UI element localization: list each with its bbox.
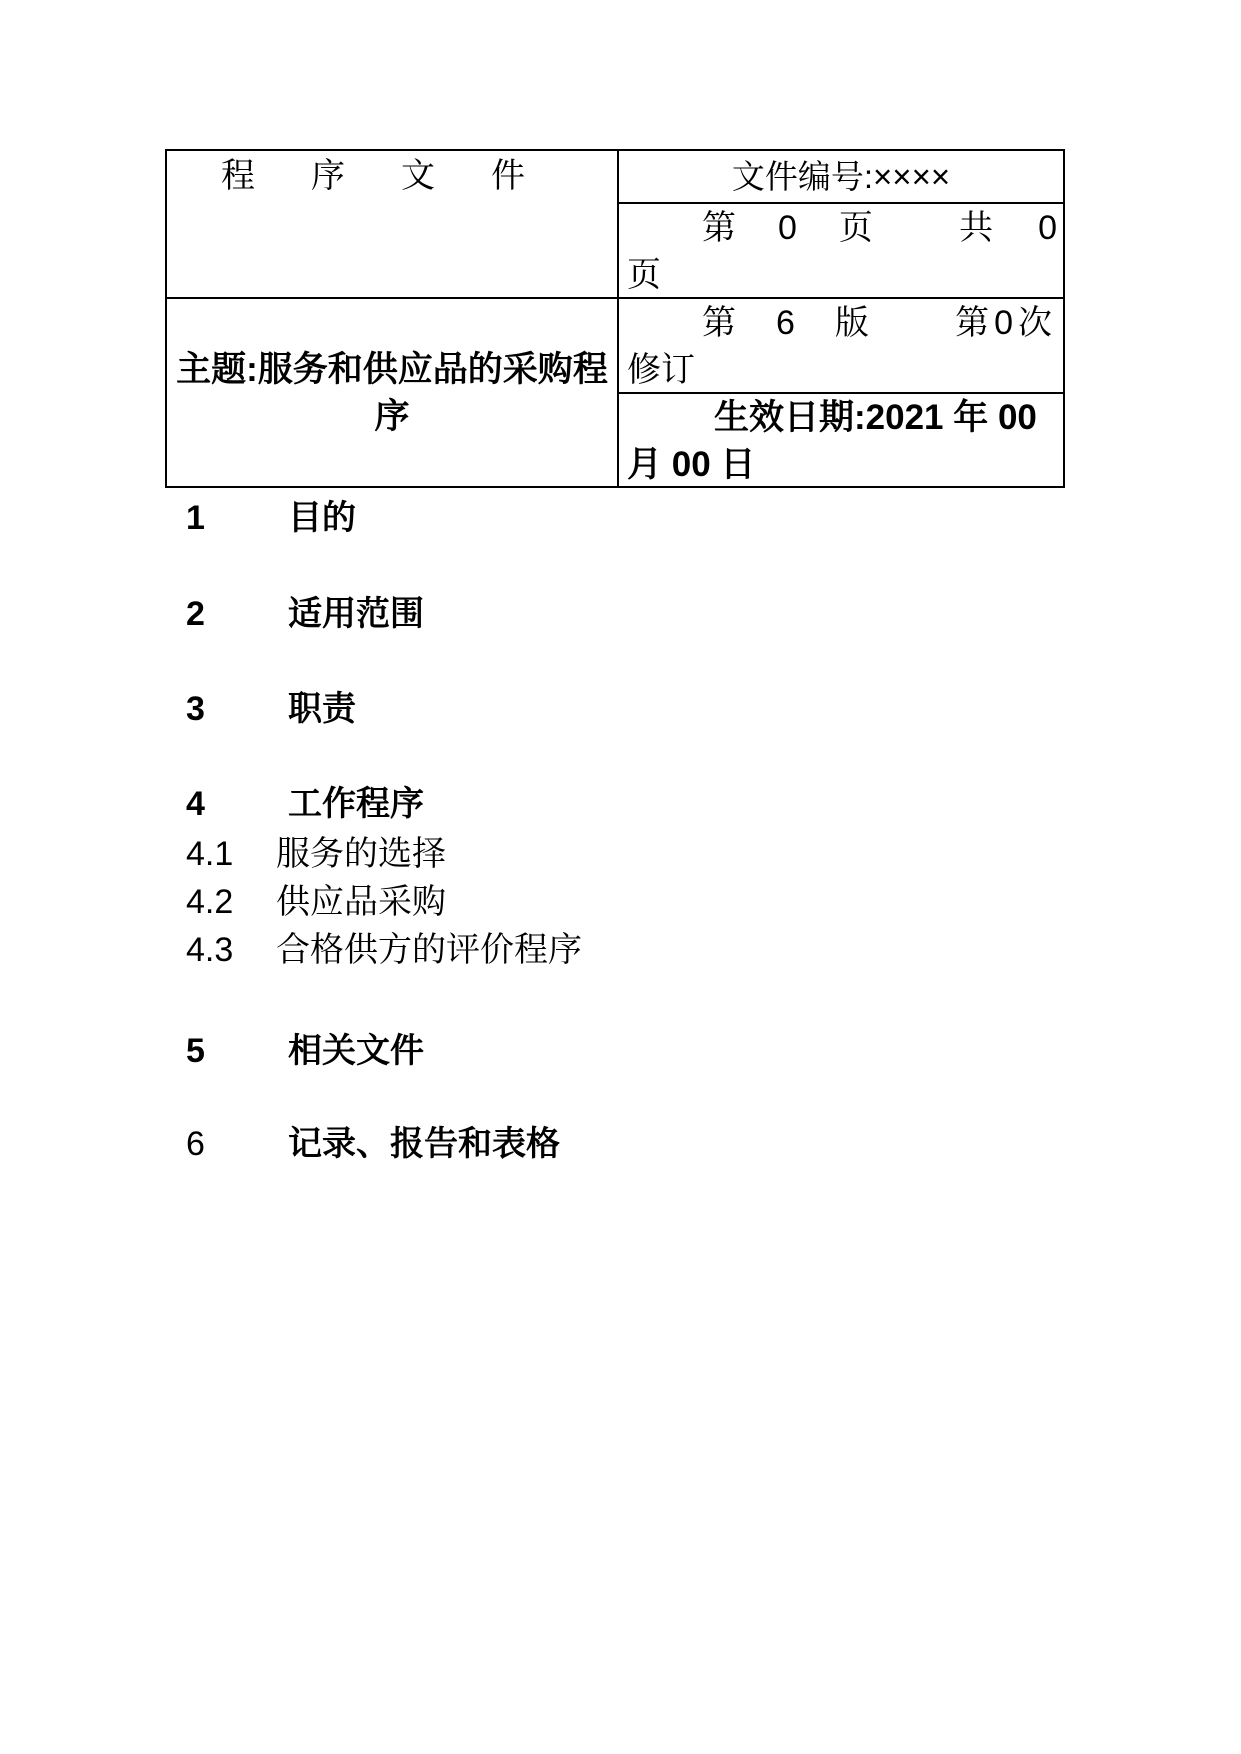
doc-type-char: 文 <box>401 157 435 195</box>
toc-item-label: 合格供方的评价程序 <box>276 931 582 969</box>
toc-item-number: 4.3 <box>186 931 234 969</box>
toc-item-number: 4.2 <box>186 883 234 921</box>
version-cell <box>619 297 1063 392</box>
toc-item-label: 相关文件 <box>288 1032 424 1070</box>
toc-item-label: 服务的选择 <box>276 835 446 873</box>
toc-item-number: 2 <box>186 595 205 633</box>
version-line2: 修订 <box>627 351 695 389</box>
toc-item-number: 4.1 <box>186 835 234 873</box>
doc-type-char: 序 <box>311 157 345 195</box>
page-number-line2: 页 <box>627 256 661 294</box>
effective-date-line1: 生效日期:2021 年 00 <box>714 398 1037 437</box>
procedure-header-table <box>165 149 1065 488</box>
effective-date-cell <box>619 392 1063 486</box>
toc-item-4-2 <box>186 882 446 922</box>
toc-item-label: 适用范围 <box>288 595 424 633</box>
page-number-seg2: 共 0 <box>959 209 1057 247</box>
toc-item-number: 3 <box>186 690 205 728</box>
version-seg1: 第 6 版 <box>702 304 869 342</box>
toc-item-2 <box>186 594 424 634</box>
doc-number-cell <box>619 151 1063 202</box>
toc-item-number: 5 <box>186 1032 205 1070</box>
toc-item-number: 1 <box>186 499 205 537</box>
doc-type-cell <box>167 151 619 297</box>
page-number-line1 <box>627 205 1063 252</box>
page-number-cell <box>619 202 1063 297</box>
toc-item-label: 目的 <box>288 499 356 537</box>
effective-date-line2: 月 00 日 <box>627 445 756 484</box>
toc-item-label: 记录、报告和表格 <box>288 1125 560 1163</box>
toc-item-label: 职责 <box>288 690 356 728</box>
toc-item-number: 4 <box>186 785 205 823</box>
page-number-seg1: 第 0 页 <box>702 209 873 247</box>
toc-item-1 <box>186 498 356 538</box>
toc-item-label: 工作程序 <box>288 785 424 823</box>
doc-number-text: 文件编号:×××× <box>731 158 951 195</box>
toc-item-4-1 <box>186 834 446 874</box>
doc-type-char: 程 <box>221 157 255 195</box>
doc-type-char: 件 <box>491 157 525 195</box>
toc-item-5 <box>186 1031 424 1071</box>
toc-item-3 <box>186 689 356 729</box>
toc-item-4 <box>186 784 424 824</box>
subject-line2: 序 <box>374 396 410 436</box>
toc-item-label: 供应品采购 <box>276 883 446 921</box>
version-seg2: 第0次 <box>955 304 1057 342</box>
toc-item-number: 6 <box>186 1125 205 1163</box>
version-line1 <box>627 300 1063 347</box>
toc-item-4-3 <box>186 930 582 970</box>
subject-cell <box>167 297 619 486</box>
subject-line1: 主题:服务和供应品的采购程 <box>176 349 608 389</box>
toc-item-6 <box>186 1124 560 1164</box>
